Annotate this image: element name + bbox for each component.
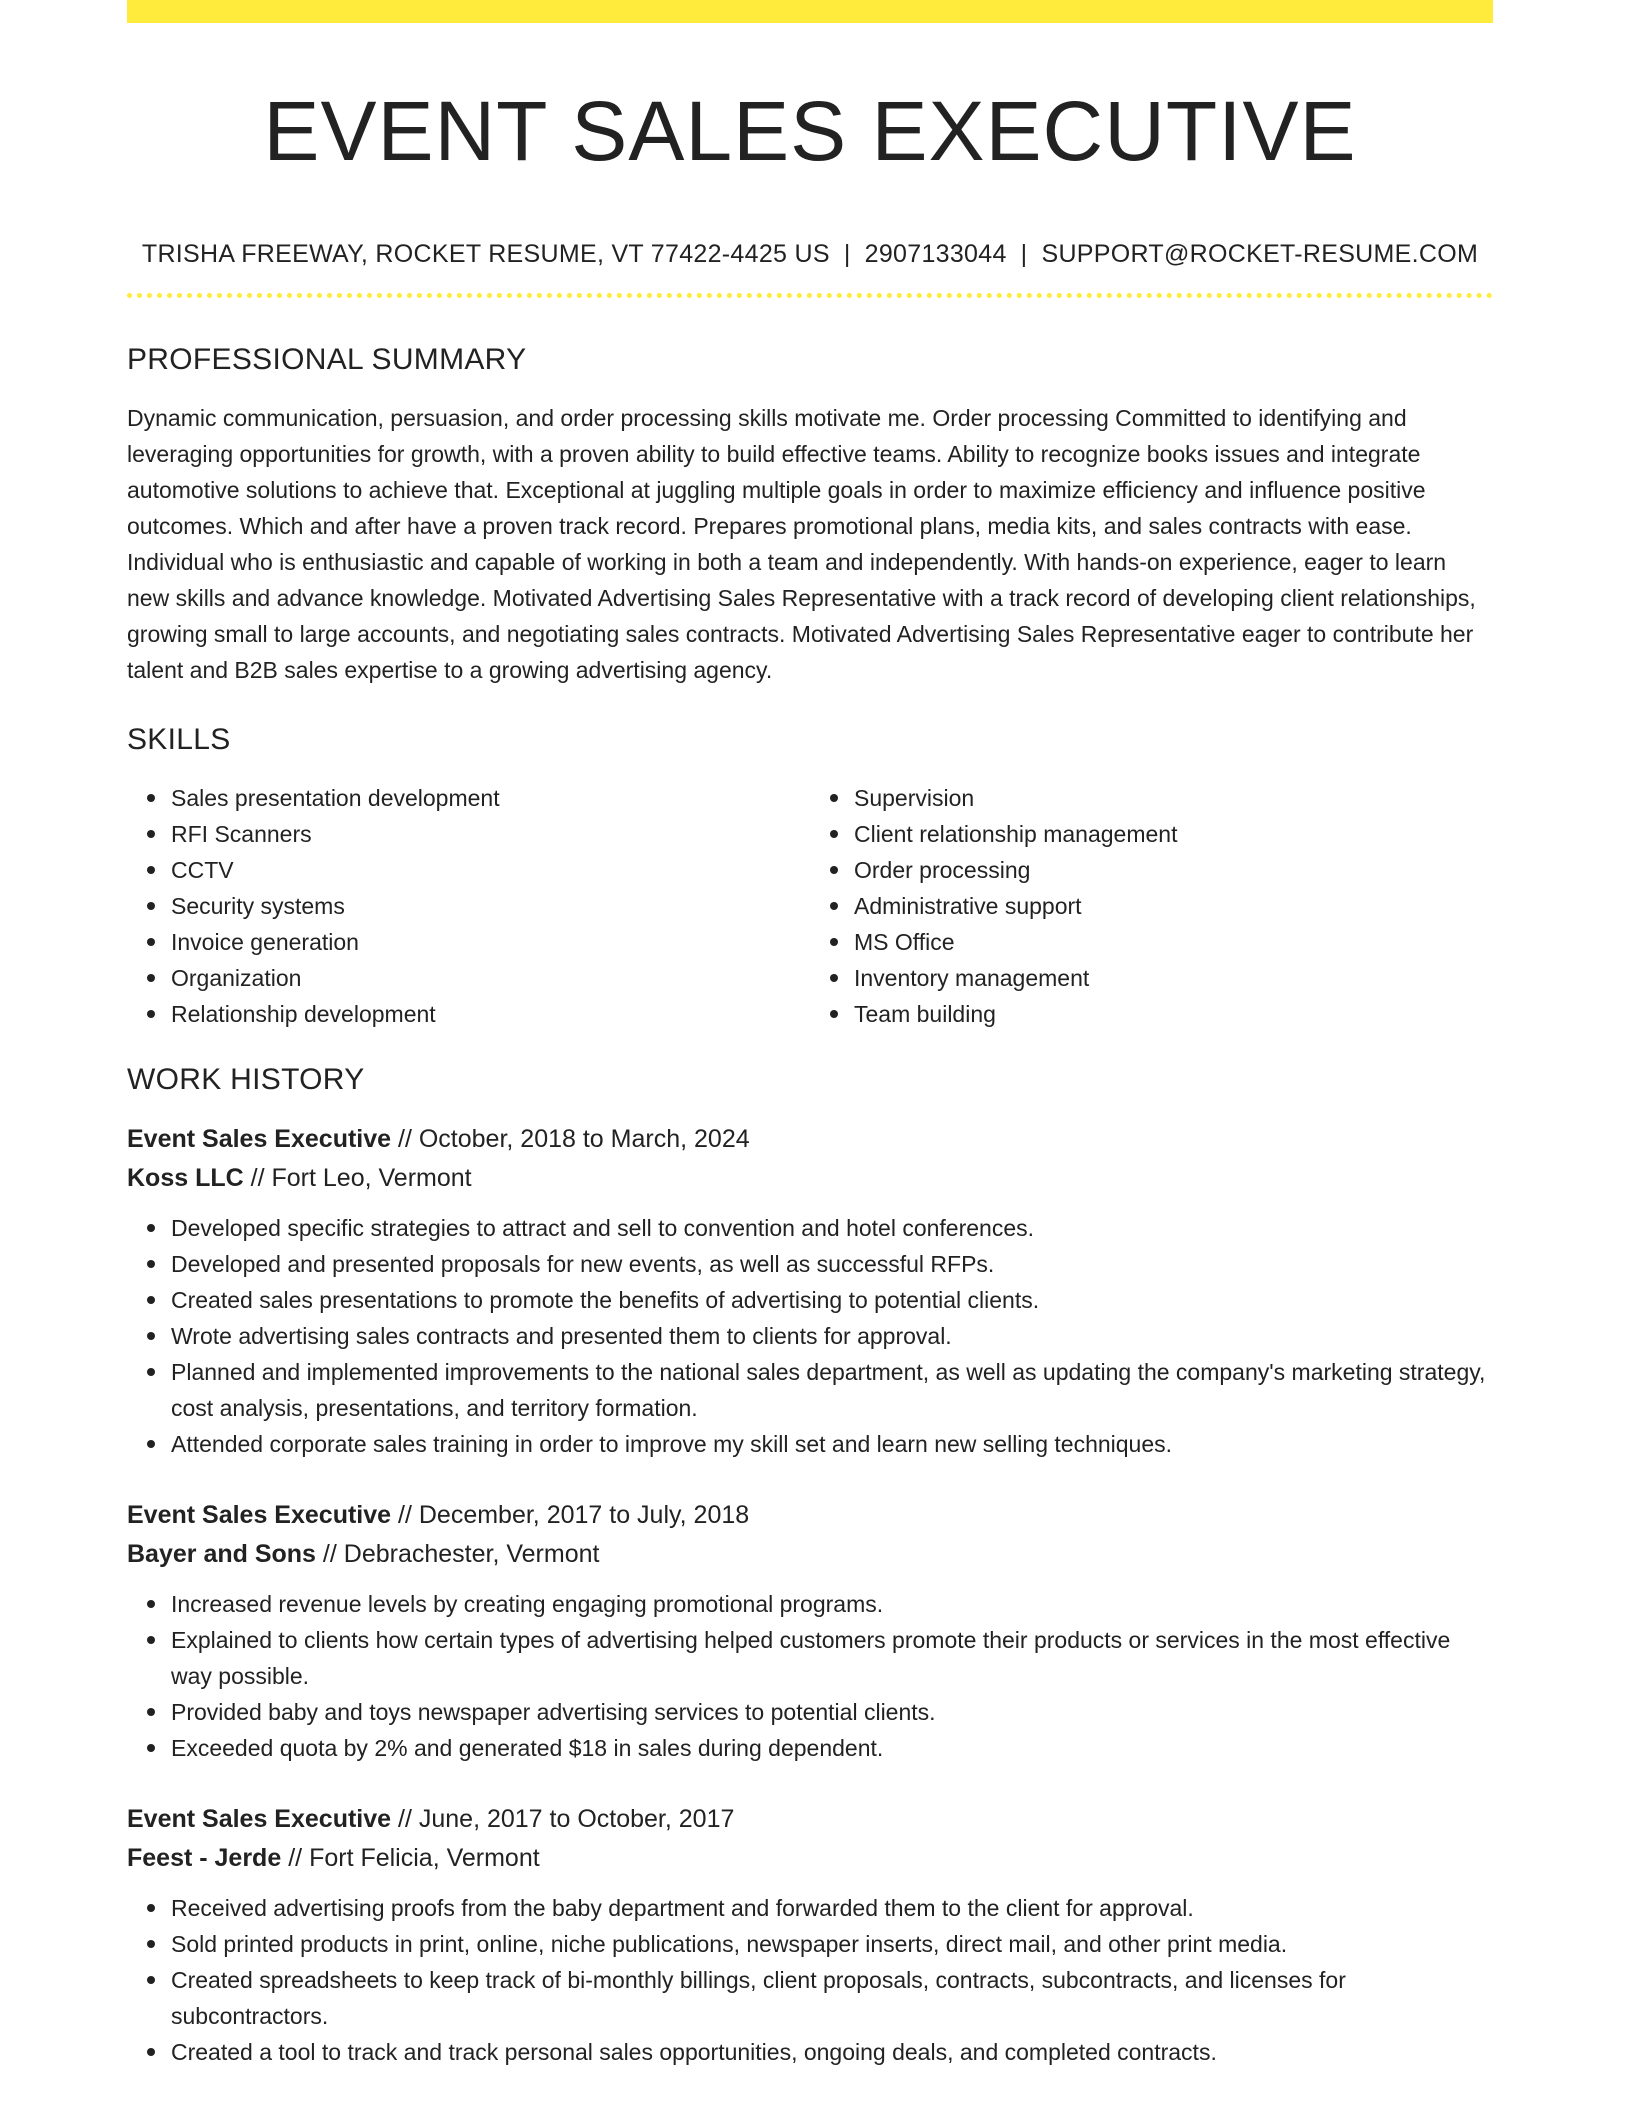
- job-bullet: Created sales presentations to promote the benefits of advertising to potential clients.: [171, 1282, 1493, 1318]
- top-accent-bar: [127, 0, 1493, 23]
- job-title-line: [127, 1120, 1493, 1159]
- job-entry: [127, 1496, 1493, 1766]
- job-bullet: Explained to clients how certain types of advertising helped customers promote their products or services in the most effective way possible.: [171, 1622, 1493, 1694]
- job-location: Debrachester, Vermont: [343, 1540, 600, 1569]
- work-history-heading: WORK HISTORY: [127, 1063, 365, 1097]
- skill-item: Order processing: [854, 852, 1493, 888]
- job-company: Feest - Jerde: [127, 1844, 282, 1873]
- contact-email: SUPPORT@ROCKET-RESUME.COM: [1041, 240, 1479, 269]
- job-title-line: [127, 1496, 1493, 1535]
- job-bullet: Sold printed products in print, online, niche publications, newspaper inserts, direct mail, and other print media.: [171, 1926, 1493, 1962]
- job-company: Bayer and Sons: [127, 1540, 316, 1569]
- job-company-line: [127, 1839, 1493, 1878]
- skill-item: Administrative support: [854, 888, 1493, 924]
- job-bullets: [127, 1210, 1493, 1462]
- job-bullet: Attended corporate sales training in order to improve my skill set and learn new selling techniques.: [171, 1426, 1493, 1462]
- skill-item: Inventory management: [854, 960, 1493, 996]
- job-bullet: Created a tool to track and track personal sales opportunities, ongoing deals, and completed contracts.: [171, 2034, 1493, 2070]
- job-separator: //: [250, 1164, 265, 1193]
- job-company-line: [127, 1159, 1493, 1198]
- job-bullet: Created spreadsheets to keep track of bi-monthly billings, client proposals, contracts, subcontracts, and licenses for subcontractors.: [171, 1962, 1493, 2034]
- skill-item: CCTV: [171, 852, 810, 888]
- job-bullets: [127, 1890, 1493, 2070]
- job-separator: //: [398, 1125, 412, 1154]
- skill-item: RFI Scanners: [171, 816, 810, 852]
- job-separator: //: [398, 1805, 412, 1834]
- header-divider: [127, 293, 1493, 298]
- job-dates: June, 2017 to October, 2017: [418, 1805, 735, 1834]
- job-entry: [127, 1120, 1493, 1462]
- job-title: Event Sales Executive: [127, 1501, 392, 1530]
- job-bullet: Wrote advertising sales contracts and presented them to clients for approval.: [171, 1318, 1493, 1354]
- resume-page: [127, 0, 1493, 2070]
- job-title: Event Sales Executive: [127, 1125, 392, 1154]
- job-separator: //: [322, 1540, 337, 1569]
- contact-address: TRISHA FREEWAY, ROCKET RESUME, VT 77422-4425 US: [141, 240, 830, 269]
- resume-title: EVENT SALES EXECUTIVE: [263, 84, 1357, 178]
- job-company: Koss LLC: [127, 1164, 244, 1193]
- skill-item: Client relationship management: [854, 816, 1493, 852]
- contact-phone: 2907133044: [864, 240, 1007, 269]
- skills-column-left: [127, 780, 810, 1032]
- job-bullet: Developed specific strategies to attract and sell to convention and hotel conferences.: [171, 1210, 1493, 1246]
- job-bullet: Developed and presented proposals for new events, as well as successful RFPs.: [171, 1246, 1493, 1282]
- job-location: Fort Felicia, Vermont: [309, 1844, 540, 1873]
- job-bullet: Increased revenue levels by creating engaging promotional programs.: [171, 1586, 1493, 1622]
- job-company-line: [127, 1535, 1493, 1574]
- contact-separator: |: [843, 240, 851, 269]
- skill-item: Supervision: [854, 780, 1493, 816]
- skills-heading: SKILLS: [127, 723, 231, 757]
- job-entry: [127, 1800, 1493, 2070]
- skill-item: Sales presentation development: [171, 780, 810, 816]
- job-location: Fort Leo, Vermont: [271, 1164, 472, 1193]
- skill-item: Security systems: [171, 888, 810, 924]
- skill-item: Team building: [854, 996, 1493, 1032]
- job-bullet: Exceeded quota by 2% and generated $18 in sales during dependent.: [171, 1730, 1493, 1766]
- skills-grid: [127, 780, 1493, 1032]
- summary-text: Dynamic communication, persuasion, and order processing skills motivate me. Order processing Committed to identifying and leveraging opportunities for growth, with a proven ability to build effective teams. Ability to recognize books issues and integrate automotive solutions to achieve that. Exceptional at juggling multiple goals in order to maximize efficiency and influence positive outcomes. Which and after have a proven track record. Prepares promotional plans, media kits, and sales contracts with ease. Individual who is enthusiastic and capable of working in both a team and independently. With hands-on experience, eager to learn new skills and advance knowledge. Motivated Advertising Sales Representative with a track record of developing client relationships, growing small to large accounts, and negotiating sales contracts. Motivated Advertising Sales Representative eager to contribute her talent and B2B sales expertise to a growing advertising agency.: [127, 405, 1476, 684]
- job-bullets: [127, 1586, 1493, 1766]
- job-dates: October, 2018 to March, 2024: [418, 1125, 750, 1154]
- skill-item: Organization: [171, 960, 810, 996]
- job-dates: December, 2017 to July, 2018: [418, 1501, 750, 1530]
- skill-item: MS Office: [854, 924, 1493, 960]
- job-separator: //: [398, 1501, 412, 1530]
- skill-item: Relationship development: [171, 996, 810, 1032]
- job-bullet: Provided baby and toys newspaper advertising services to potential clients.: [171, 1694, 1493, 1730]
- job-title-line: [127, 1800, 1493, 1839]
- job-title: Event Sales Executive: [127, 1805, 392, 1834]
- job-bullet: Planned and implemented improvements to the national sales department, as well as updating the company's marketing strategy, cost analysis, presentations, and territory formation.: [171, 1354, 1493, 1426]
- contact-line: [127, 239, 1493, 269]
- summary-heading: PROFESSIONAL SUMMARY: [127, 343, 527, 377]
- skill-item: Invoice generation: [171, 924, 810, 960]
- skills-column-right: [810, 780, 1493, 1032]
- job-bullet: Received advertising proofs from the baby department and forwarded them to the client for approval.: [171, 1890, 1493, 1926]
- contact-separator: |: [1020, 240, 1028, 269]
- job-separator: //: [288, 1844, 303, 1873]
